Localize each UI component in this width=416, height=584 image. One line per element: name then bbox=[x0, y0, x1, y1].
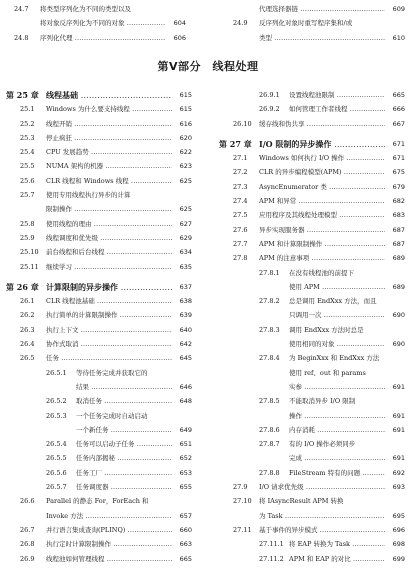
toc-number: 27.8.8 bbox=[259, 468, 280, 477]
toc-entry-row bbox=[219, 323, 405, 337]
toc-number: 25.6 bbox=[20, 176, 35, 185]
toc-number: 27.10 bbox=[233, 497, 252, 506]
toc-page-number: 610 bbox=[392, 31, 405, 45]
toc-entry-row bbox=[6, 323, 192, 337]
toc-number: 26.5.3 bbox=[46, 411, 67, 420]
toc-page-number: 627 bbox=[179, 217, 192, 231]
toc-entry-row bbox=[6, 552, 192, 566]
toc-entry-row bbox=[219, 280, 405, 294]
toc-entry-row bbox=[6, 437, 192, 451]
toc-title: 前台线程和后台线程 ..... bbox=[46, 245, 172, 259]
toc-entry-row bbox=[219, 88, 405, 102]
toc-entry-row bbox=[0, 16, 186, 30]
toc-title: I/O 限制的异步操作 ..... bbox=[259, 137, 385, 152]
toc-entry-row bbox=[6, 260, 192, 274]
toc-page-number: 660 bbox=[179, 523, 192, 537]
toc-entry-row bbox=[219, 437, 405, 451]
toc-number: 第 26 章 bbox=[6, 281, 39, 292]
toc-entry-row bbox=[219, 102, 405, 116]
toc-title: 将 EAP 转换为 Task ..... bbox=[289, 537, 385, 551]
toc-page-number: 683 bbox=[392, 208, 405, 222]
toc-title: 任务内部揭秘 ..... bbox=[76, 451, 172, 465]
toc-number: 25.3 bbox=[20, 133, 35, 142]
toc-entry-row bbox=[219, 552, 405, 566]
toc-page-number: 667 bbox=[392, 117, 405, 131]
toc-title: 取消任务 ..... bbox=[76, 394, 172, 408]
toc-number: 27.8.3 bbox=[259, 325, 280, 334]
toc-page-number: 642 bbox=[179, 337, 192, 351]
toc-page-number: 646 bbox=[179, 380, 192, 394]
toc-number: 第 25 章 bbox=[6, 90, 39, 100]
toc-title: 执行定时计算限制操作 ..... bbox=[46, 537, 172, 551]
toc-number: 26.9 bbox=[20, 554, 35, 563]
toc-number: 26.7 bbox=[20, 525, 35, 534]
toc-number: 24.9 bbox=[233, 19, 248, 28]
toc-number: 27.9 bbox=[233, 483, 248, 492]
toc-page-number: 653 bbox=[179, 466, 192, 480]
toc-title: NUMA 架构的机器 ..... bbox=[46, 159, 172, 173]
toc-entry-row bbox=[219, 337, 405, 351]
toc-title: 基于事件的异步模式 ..... bbox=[259, 523, 385, 537]
toc-title: CLR 的异步编程模型(APM) ..... bbox=[259, 165, 385, 179]
toc-page-number: 652 bbox=[179, 451, 192, 465]
toc-title: 操作 ..... bbox=[289, 409, 385, 423]
toc-title: 使用相同的对象 ..... bbox=[289, 337, 385, 351]
toc-entry-row bbox=[6, 394, 192, 408]
toc-title: 继续学习 ..... bbox=[46, 260, 172, 274]
toc-title: 等待任务完成并获取它的 bbox=[76, 368, 148, 377]
toc-number: 26.1 bbox=[20, 297, 35, 306]
toc-title: CLR 线程池基础 ..... bbox=[46, 294, 172, 308]
toc-title: 实参 ..... bbox=[289, 380, 385, 394]
toc-title: APM 的注意事项 ..... bbox=[259, 251, 385, 265]
toc-number: 27.8.6 bbox=[259, 425, 280, 434]
toc-page-number: 687 bbox=[392, 237, 405, 251]
part-heading: 第Ⅴ部分 线程处理 bbox=[157, 60, 259, 73]
toc-page-number: 665 bbox=[179, 552, 192, 566]
toc-page-number: 699 bbox=[392, 552, 405, 566]
toc-entry-row bbox=[6, 351, 192, 365]
toc-number: 25.11 bbox=[20, 262, 39, 271]
toc-entry-row bbox=[219, 537, 405, 551]
toc-number: 27.5 bbox=[233, 211, 248, 220]
toc-page-number: 604 bbox=[173, 16, 186, 30]
toc-page-number: 606 bbox=[173, 31, 186, 45]
toc-title: 任务工厂 ..... bbox=[76, 466, 172, 480]
toc-page-number: 691 bbox=[392, 380, 405, 394]
toc-title: Invoke 方法 ..... bbox=[46, 509, 172, 523]
toc-title: 调用 EndXxx 方法时总是 bbox=[289, 325, 364, 334]
toc-title: 协作式取消 ..... bbox=[46, 337, 172, 351]
toc-number: 26.6 bbox=[20, 497, 35, 506]
toc-title: 使用线程的理由 ..... bbox=[46, 217, 172, 231]
toc-page-number: 648 bbox=[179, 394, 192, 408]
toc-title: FileStream 特有的问题 ..... bbox=[289, 466, 385, 480]
toc-title: 类型 ..... bbox=[259, 31, 385, 45]
toc-number: 27.4 bbox=[233, 197, 248, 206]
toc-number: 25.2 bbox=[20, 119, 35, 128]
toc-entry-row bbox=[219, 237, 405, 251]
toc-number: 27.8.7 bbox=[259, 440, 280, 449]
toc-page-number: 616 bbox=[179, 117, 192, 131]
toc-number: 26.5.2 bbox=[46, 397, 67, 406]
toc-entry-row bbox=[6, 380, 192, 394]
toc-title: 计算限制的异步操作 ..... bbox=[46, 280, 172, 295]
toc-number: 27.8.2 bbox=[259, 297, 280, 306]
toc-title: CLR 线程和 Windows 线程 ..... bbox=[46, 174, 172, 188]
toc-title: 任务可以启动子任务 ..... bbox=[76, 437, 172, 451]
toc-entry-row bbox=[219, 2, 405, 16]
toc-number: 26.5.7 bbox=[46, 483, 67, 492]
toc-page-number: 635 bbox=[179, 260, 192, 274]
toc-title: 任务 ..... bbox=[46, 351, 172, 365]
toc-title: I/O 请求优先级 ..... bbox=[259, 480, 385, 494]
toc-title: Parallel 的静态 For，ForEach 和 bbox=[46, 497, 149, 506]
toc-number: 26.9.1 bbox=[259, 91, 280, 99]
toc-entry-row bbox=[219, 351, 405, 365]
toc-number: 27.2 bbox=[233, 168, 248, 177]
toc-page-number: 639 bbox=[179, 308, 192, 322]
toc-page-number: 637 bbox=[179, 280, 192, 294]
toc-title: 总是调用 EndXxx 方法，而且 bbox=[289, 297, 377, 306]
toc-title: 将类型序列化为不同的类型以及 bbox=[40, 5, 131, 13]
toc-entry-row bbox=[219, 223, 405, 237]
toc-entry-row bbox=[219, 208, 405, 222]
toc-number: 26.5.1 bbox=[46, 368, 67, 377]
toc-title: 不能取消异步 I/O 限制 bbox=[289, 397, 356, 406]
toc-entry-row bbox=[219, 494, 405, 508]
toc-title: 代理选择器链 ..... bbox=[259, 2, 385, 16]
toc-number: 27.11.1 bbox=[259, 540, 284, 549]
toc-title: 线程调度和优先级 ..... bbox=[46, 231, 172, 245]
toc-page-number: 620 bbox=[179, 131, 192, 145]
toc-title: Windows 为什么要支持线程 ..... bbox=[46, 102, 172, 116]
toc-page-number: 665 bbox=[392, 88, 405, 102]
toc-entry-row bbox=[219, 31, 405, 45]
toc-number: 27.3 bbox=[233, 182, 248, 191]
toc-entry-row bbox=[6, 117, 192, 131]
toc-page-number: 634 bbox=[179, 245, 192, 259]
toc-entry-row bbox=[6, 494, 192, 508]
toc-chapter-row bbox=[219, 137, 405, 151]
toc-entry-row bbox=[6, 294, 192, 308]
toc-number: 27.11.2 bbox=[259, 554, 284, 563]
toc-page-number: 691 bbox=[392, 409, 405, 423]
toc-entry-row bbox=[6, 188, 192, 202]
toc-number: 26.10 bbox=[233, 119, 252, 128]
toc-number: 26.5.6 bbox=[46, 468, 67, 477]
toc-title: 为 BeginXxx 和 EndXxx 方法 bbox=[289, 354, 380, 363]
toc-page-number: 671 bbox=[392, 151, 405, 165]
toc-column-right bbox=[219, 88, 405, 566]
toc-entry-row bbox=[219, 194, 405, 208]
toc-entry-row bbox=[6, 523, 192, 537]
toc-page-number: 622 bbox=[179, 145, 192, 159]
toc-entry-row bbox=[219, 366, 405, 380]
toc-entry-row bbox=[219, 165, 405, 179]
toc-entry-row bbox=[6, 537, 192, 551]
toc-title: 任务调度器 ..... bbox=[76, 480, 172, 494]
toc-page-number: 675 bbox=[392, 165, 405, 179]
toc-page-number: 615 bbox=[179, 102, 192, 116]
toc-page-number: 679 bbox=[392, 180, 405, 194]
toc-title: 使用 APM ..... bbox=[289, 280, 385, 294]
toc-title: 执行简单的计算限制操作 ..... bbox=[46, 308, 172, 322]
toc-entry-row bbox=[219, 480, 405, 494]
toc-number: 25.10 bbox=[20, 248, 39, 257]
toc-number: 26.8 bbox=[20, 540, 35, 549]
toc-column-top-left bbox=[0, 2, 186, 45]
toc-title: 并行语言集成查询(PLINQ) ..... bbox=[46, 523, 172, 537]
toc-title: 有的 I/O 操作必须同步 bbox=[289, 440, 356, 449]
toc-number: 26.5.4 bbox=[46, 440, 67, 449]
toc-title: 完成 ..... bbox=[289, 451, 385, 465]
toc-number: 26.5.5 bbox=[46, 454, 67, 463]
toc-entry-row bbox=[6, 423, 192, 437]
toc-entry-row bbox=[6, 337, 192, 351]
toc-page-number: 695 bbox=[392, 509, 405, 523]
toc-page-number: 689 bbox=[392, 280, 405, 294]
toc-title: 线程池如何管理线程 ..... bbox=[46, 552, 172, 566]
toc-page-number: 640 bbox=[179, 323, 192, 337]
toc-number: 27.7 bbox=[233, 239, 248, 248]
toc-title: 应用程序及其线程处理模型 ..... bbox=[259, 208, 385, 222]
toc-entry-row bbox=[6, 131, 192, 145]
toc-title: AsyncEnumerator 类 ..... bbox=[259, 180, 385, 194]
toc-entry-row bbox=[219, 180, 405, 194]
toc-entry-row bbox=[6, 451, 192, 465]
toc-title: 如何管理工作者线程 ..... bbox=[289, 102, 385, 116]
toc-entry-row bbox=[6, 308, 192, 322]
toc-entry-row bbox=[219, 509, 405, 523]
toc-number: 27.11 bbox=[233, 525, 252, 534]
toc-column-left bbox=[6, 88, 192, 566]
toc-page-number: 655 bbox=[179, 480, 192, 494]
toc-entry-row bbox=[6, 217, 192, 231]
toc-page-number: 693 bbox=[392, 480, 405, 494]
toc-title: 一个任务完成时自动启动 bbox=[76, 411, 148, 420]
toc-entry-row bbox=[6, 174, 192, 188]
toc-title: 反序列化对象时重写程序集和/或 bbox=[259, 19, 353, 28]
toc-number: 26.3 bbox=[20, 325, 35, 334]
toc-title: 停止疯狂 ..... bbox=[46, 131, 172, 145]
toc-number: 25.1 bbox=[20, 105, 35, 114]
toc-entry-row bbox=[219, 423, 405, 437]
toc-entry-row bbox=[0, 2, 186, 16]
toc-page-number: 696 bbox=[392, 523, 405, 537]
toc-entry-row bbox=[219, 117, 405, 131]
toc-page-number: 691 bbox=[392, 451, 405, 465]
toc-entry-row bbox=[6, 245, 192, 259]
toc-entry-row bbox=[219, 523, 405, 537]
toc-entry-row bbox=[6, 480, 192, 494]
toc-title: 限制操作 ..... bbox=[46, 202, 172, 216]
toc-entry-row bbox=[6, 409, 192, 423]
toc-page-number: 651 bbox=[179, 437, 192, 451]
toc-entry-row bbox=[6, 466, 192, 480]
toc-entry-row bbox=[219, 380, 405, 394]
toc-page-number: 687 bbox=[392, 223, 405, 237]
toc-page-number: 691 bbox=[392, 423, 405, 437]
toc-title: 将对象反序列化为不同的对象 ..... bbox=[40, 16, 166, 30]
toc-entry-row bbox=[219, 294, 405, 308]
toc-page-number: 663 bbox=[179, 537, 192, 551]
toc-number: 27.8.5 bbox=[259, 397, 280, 406]
toc-page-number: 692 bbox=[392, 466, 405, 480]
toc-page-number: 689 bbox=[392, 251, 405, 265]
toc-entry-row bbox=[6, 102, 192, 116]
toc-title: 异步实现服务器 ..... bbox=[259, 223, 385, 237]
toc-title: Windows 如何执行 I/O 操作 ..... bbox=[259, 151, 385, 165]
toc-title: 内存消耗 ..... bbox=[289, 423, 385, 437]
toc-page-number: 609 bbox=[392, 2, 405, 16]
toc-title: 为 Task ..... bbox=[259, 509, 385, 523]
toc-page-number: 671 bbox=[392, 137, 405, 151]
toc-entry-row bbox=[219, 308, 405, 322]
toc-page-number: 657 bbox=[179, 509, 192, 523]
toc-entry-row bbox=[219, 151, 405, 165]
toc-number: 24.7 bbox=[14, 5, 29, 13]
toc-page-number: 698 bbox=[392, 537, 405, 551]
toc-page-number: 682 bbox=[392, 194, 405, 208]
toc-entry-row bbox=[219, 251, 405, 265]
toc-page-number: 638 bbox=[179, 294, 192, 308]
toc-title: APM 和异常 ..... bbox=[259, 194, 385, 208]
toc-title: APM 和 EAP 的对比 ..... bbox=[289, 552, 385, 566]
toc-number: 25.8 bbox=[20, 219, 35, 228]
toc-page-number: 615 bbox=[179, 88, 192, 102]
toc-entry-row bbox=[6, 366, 192, 380]
toc-number: 27.1 bbox=[233, 154, 248, 163]
toc-entry-row bbox=[6, 231, 192, 245]
toc-number: 26.5 bbox=[20, 354, 35, 363]
toc-entry-row bbox=[219, 394, 405, 408]
toc-chapter-row bbox=[6, 280, 192, 294]
toc-title: 设置线程池限制 ..... bbox=[289, 88, 385, 102]
toc-number: 24.8 bbox=[14, 33, 29, 42]
toc-number: 27.8.1 bbox=[259, 268, 280, 277]
toc-number: 25.9 bbox=[20, 233, 35, 242]
toc-entry-row bbox=[219, 266, 405, 280]
toc-entry-row bbox=[6, 145, 192, 159]
toc-title: 将 IAsyncResult APM 转换 bbox=[259, 497, 344, 506]
toc-number: 27.8.4 bbox=[259, 354, 280, 363]
toc-entry-row bbox=[219, 16, 405, 30]
toc-page-number: 690 bbox=[392, 308, 405, 322]
toc-title: 一个新任务 ..... bbox=[76, 423, 172, 437]
toc-title: 结果 ..... bbox=[76, 380, 172, 394]
toc-title: 线程基础 ..... bbox=[46, 88, 172, 103]
toc-title: APM 和计算限制操作 ..... bbox=[259, 237, 385, 251]
toc-number: 26.4 bbox=[20, 340, 35, 349]
toc-entry-row bbox=[0, 31, 186, 45]
toc-entry-row bbox=[6, 159, 192, 173]
toc-entry-row bbox=[219, 466, 405, 480]
toc-title: 线程开销 ..... bbox=[46, 117, 172, 131]
toc-title: 在没有线程池的前提下 bbox=[289, 268, 354, 277]
toc-title: 使用 ref、out 和 params bbox=[289, 368, 366, 377]
toc-number: 25.5 bbox=[20, 162, 35, 171]
toc-page-number: 649 bbox=[179, 423, 192, 437]
toc-title: 使用专用线程执行异步的计算 bbox=[46, 191, 131, 200]
toc-title: 只调用一次 ..... bbox=[289, 308, 385, 322]
toc-page-number: 625 bbox=[179, 174, 192, 188]
toc-page-number: 645 bbox=[179, 351, 192, 365]
toc-chapter-row bbox=[6, 88, 192, 102]
toc-number: 25.7 bbox=[20, 191, 35, 200]
toc-number: 25.4 bbox=[20, 148, 35, 157]
toc-number: 27.8 bbox=[233, 254, 248, 263]
toc-page-number: 666 bbox=[392, 102, 405, 116]
toc-entry-row bbox=[219, 451, 405, 465]
toc-page-number: 629 bbox=[179, 231, 192, 245]
toc-number: 第 27 章 bbox=[219, 138, 252, 149]
toc-number: 27.6 bbox=[233, 225, 248, 234]
toc-title: CPU 发展趋势 ..... bbox=[46, 145, 172, 159]
toc-entry-row bbox=[219, 409, 405, 423]
toc-page-number: 625 bbox=[179, 202, 192, 216]
toc-number: 26.9.2 bbox=[259, 105, 280, 114]
toc-column-top-right bbox=[219, 2, 405, 45]
toc-page-number: 690 bbox=[392, 337, 405, 351]
toc-title: 序列化代理 ..... bbox=[40, 31, 166, 45]
toc-entry-row bbox=[6, 509, 192, 523]
toc-title: 执行上下文 ..... bbox=[46, 323, 172, 337]
toc-title: 缓存线和伪共享 ..... bbox=[259, 117, 385, 131]
toc-entry-row bbox=[6, 202, 192, 216]
toc-number: 26.2 bbox=[20, 311, 35, 320]
toc-page-number: 623 bbox=[179, 159, 192, 173]
